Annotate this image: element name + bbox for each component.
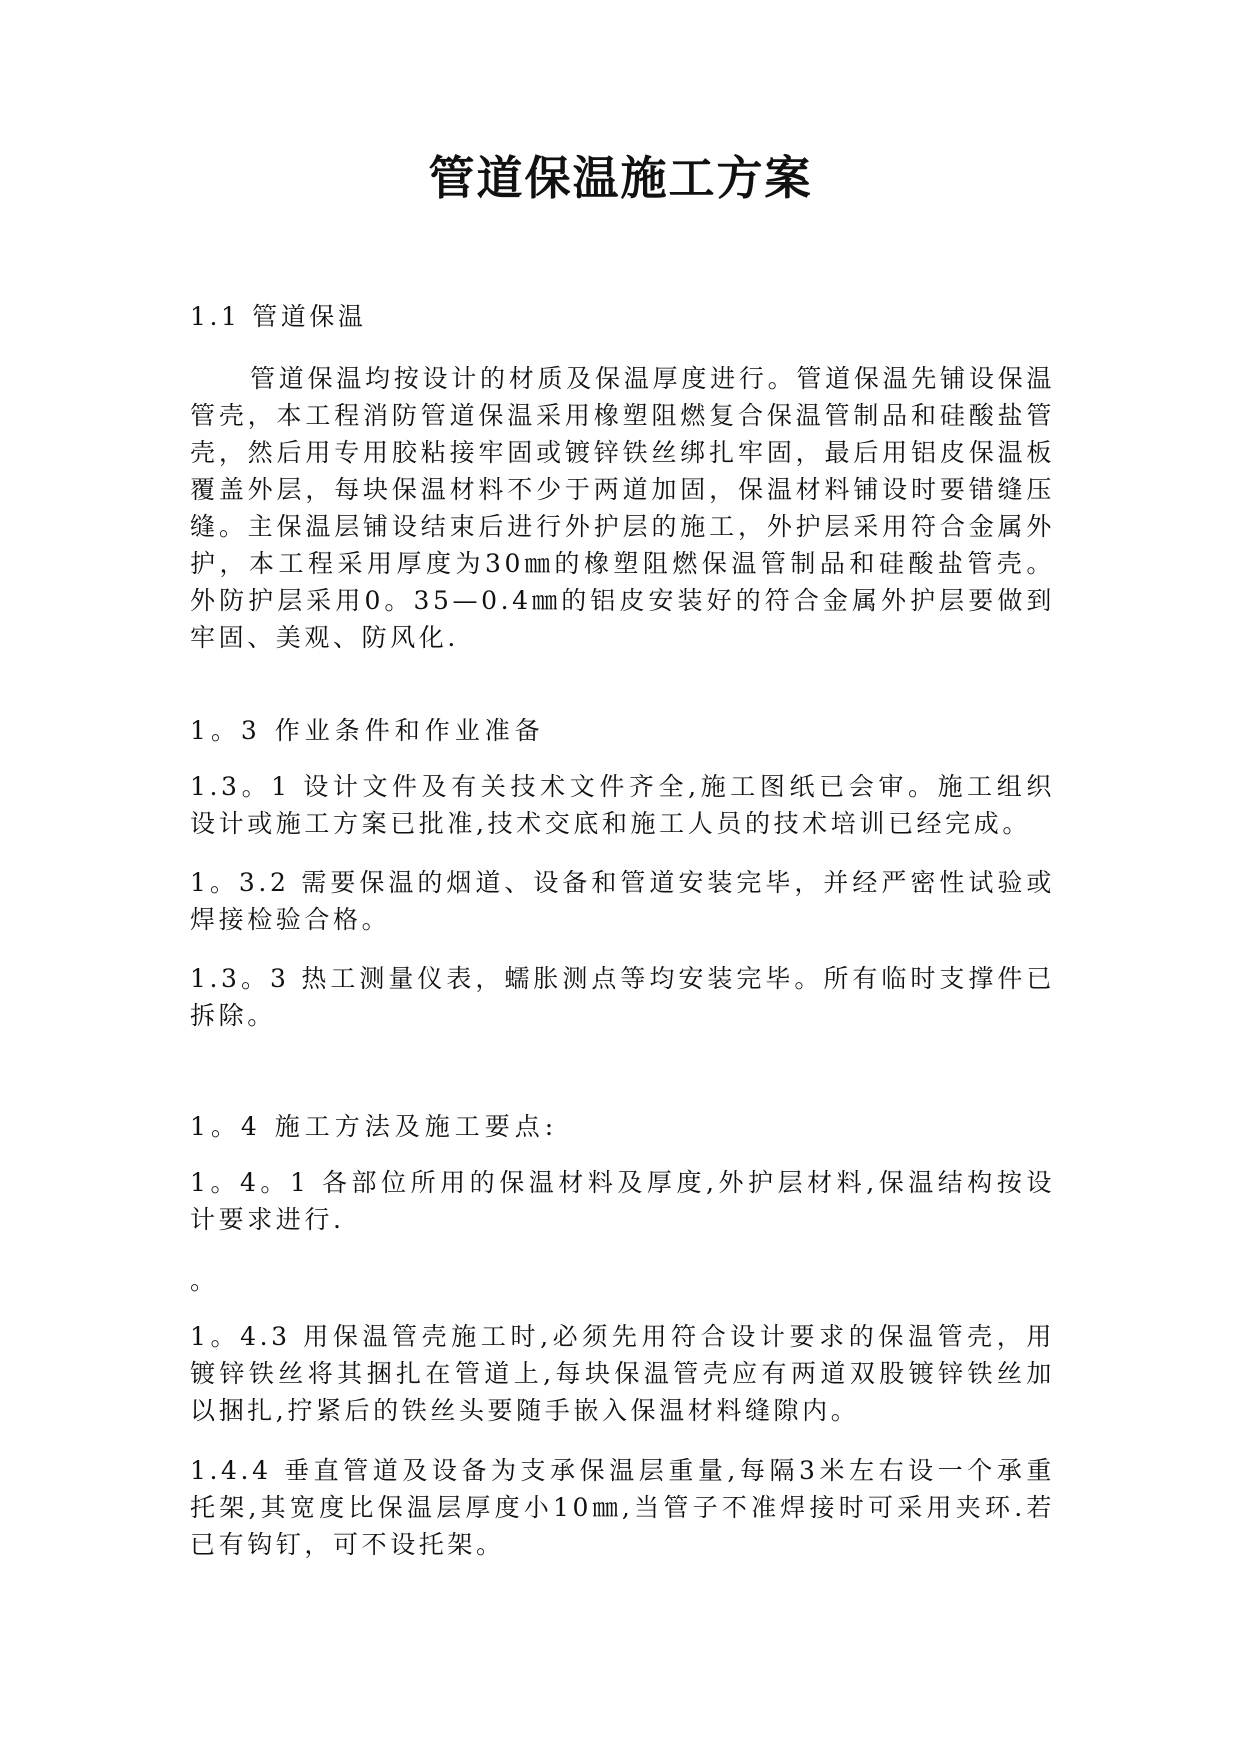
paragraph-1-4-3: 1。4.3 用保温管壳施工时,必须先用符合设计要求的保温管壳，用镀锌铁丝将其捆扎在管道上,每块保温管壳应有两道双股镀锌铁丝加以捆扎,拧紧后的铁丝头要随手嵌入保温材料缝隙内。 — [190, 1322, 1055, 1425]
paragraph-1-4-1: 1。4。1 各部位所用的保温材料及厚度,外护层材料,保温结构按设计要求进行. — [190, 1168, 1055, 1234]
paragraph-1-3-1: 1.3。1 设计文件及有关技术文件齐全,施工图纸已会审。施工组织设计或施工方案已批准,技术交底和施工人员的技术培训已经完成。 — [190, 772, 1055, 838]
paragraph-1-3-2: 1。3.2 需要保温的烟道、设备和管道安装完毕，并经严密性试验或焊接检验合格。 — [190, 868, 1055, 934]
paragraph-1-3-3: 1.3。3 热工测量仪表，蠕胀测点等均安装完毕。所有临时支撑件已拆除。 — [190, 964, 1055, 1030]
section-heading-1-3: 1。3 作业条件和作业准备 — [190, 716, 545, 745]
section-heading-1-1: 1.1 管道保温 — [190, 302, 367, 331]
section-heading-1-4: 1。4 施工方法及施工要点: — [190, 1112, 559, 1141]
paragraph-1-4-4: 1.4.4 垂直管道及设备为支承保温层重量,每隔3米左右设一个承重托架,其宽度比保温层厚度小10㎜,当管子不准焊接时可采用夹环.若已有钩钉，可不设托架。 — [190, 1456, 1055, 1559]
paragraph-pipe-insulation: 管道保温均按设计的材质及保温厚度进行。管道保温先铺设保温管壳，本工程消防管道保温采用橡塑阻燃复合保温管制品和硅酸盐管壳，然后用专用胶粘接牢固或镀锌铁丝绑扎牢固，最后用铝皮保温板覆盖外层，每块保温材料不少于两道加固，保温材料铺设时要错缝压缝。主保温层铺设结束后进行外护层的施工，外护层采用符合金属外护，本工程采用厚度为30㎜的橡塑阻燃保温管制品和硅酸盐管壳。外防护层采用0。35—0.4㎜的铝皮安装好的符合金属外护层要做到牢固、美观、防风化. — [190, 364, 1055, 652]
document-title: 管道保温施工方案 — [428, 151, 813, 205]
paragraph-stray-mark: 。 — [190, 1266, 219, 1295]
